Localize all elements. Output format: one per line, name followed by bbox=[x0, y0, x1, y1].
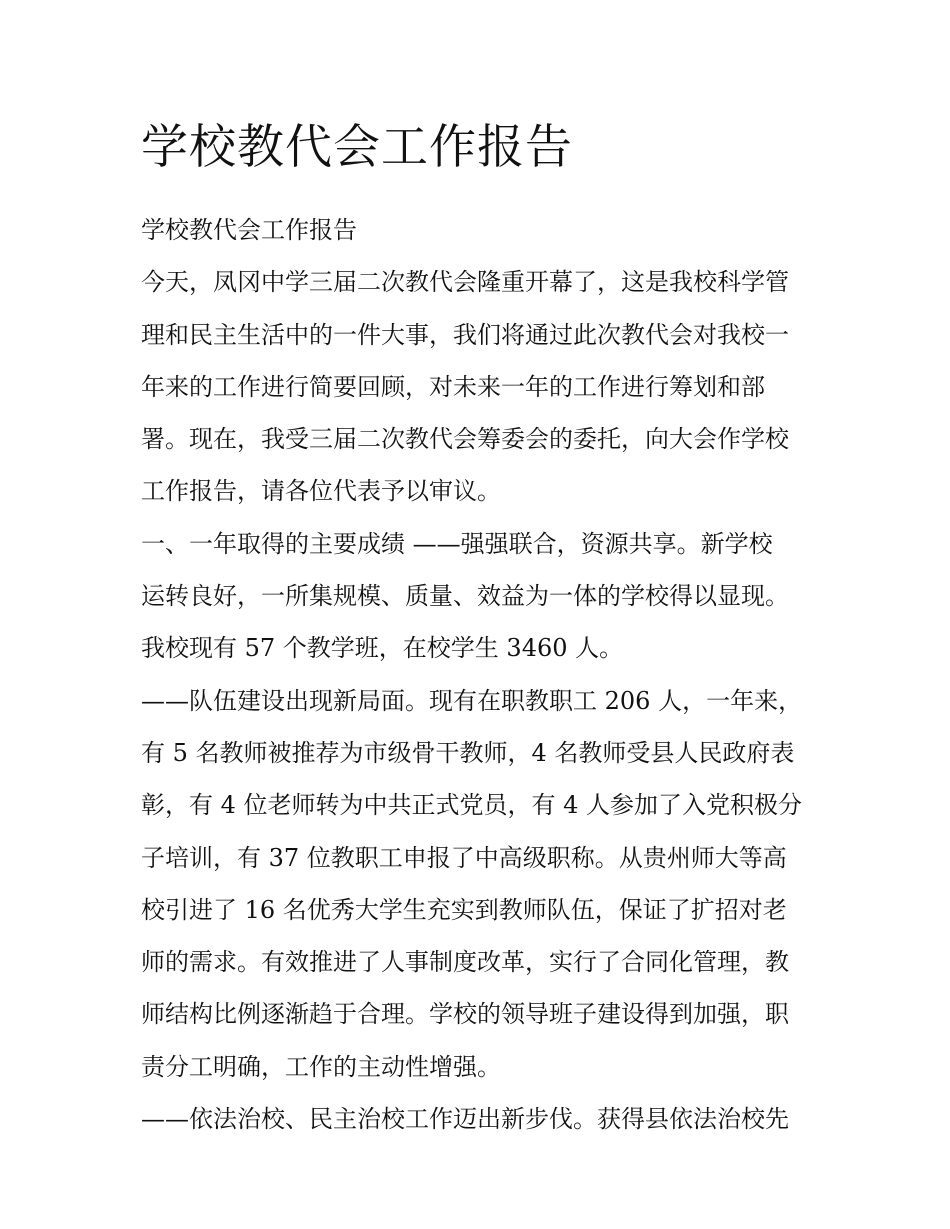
text-line: 师结构比例逐渐趋于合理。学校的领导班子建设得到加强，职 bbox=[141, 1000, 789, 1029]
text-line: 我校现有 57 个教学班，在校学生 3460 人。 bbox=[141, 634, 624, 663]
text-line: 工作报告，请各位代表予以审议。 bbox=[141, 477, 501, 506]
document-body bbox=[141, 204, 821, 1145]
document-page bbox=[141, 118, 821, 1145]
text-line: 年来的工作进行简要回顾，对未来一年的工作进行筹划和部 bbox=[141, 372, 765, 401]
text-line: 责分工明确，工作的主动性增强。 bbox=[141, 1052, 501, 1081]
text-line: 彰，有 4 位老师转为中共正式党员，有 4 人参加了入党积极分 bbox=[141, 791, 803, 820]
text-line: 理和民主生活中的一件大事，我们将通过此次教代会对我校一 bbox=[141, 320, 789, 349]
text-line: ——队伍建设出现新局面。现有在职教职工 206 人，一年来， bbox=[141, 686, 803, 715]
text-line: 师的需求。有效推进了人事制度改革，实行了合同化管理，教 bbox=[141, 948, 789, 977]
text-line: ——依法治校、民主治校工作迈出新步伐。获得县依法治校先 bbox=[141, 1105, 789, 1134]
text-line: 一、一年取得的主要成绩 ——强强联合，资源共享。新学校 bbox=[141, 529, 773, 558]
text-line: 校引进了 16 名优秀大学生充实到教师队伍，保证了扩招对老 bbox=[141, 895, 787, 924]
text-line: 运转良好，一所集规模、质量、效益为一体的学校得以显现。 bbox=[141, 582, 789, 611]
text-line: 子培训，有 37 位教职工申报了中高级职称。从贵州师大等高 bbox=[141, 843, 787, 872]
document-title: 学校教代会工作报告 bbox=[141, 120, 573, 175]
text-line: 今天，凤冈中学三届二次教代会隆重开幕了，这是我校科学管 bbox=[141, 268, 789, 297]
text-line: 学校教代会工作报告 bbox=[141, 216, 357, 244]
text-line: 署。现在，我受三届二次教代会筹委会的委托，向大会作学校 bbox=[141, 425, 789, 454]
text-line: 有 5 名教师被推荐为市级骨干教师，4 名教师受县人民政府表 bbox=[141, 738, 795, 767]
